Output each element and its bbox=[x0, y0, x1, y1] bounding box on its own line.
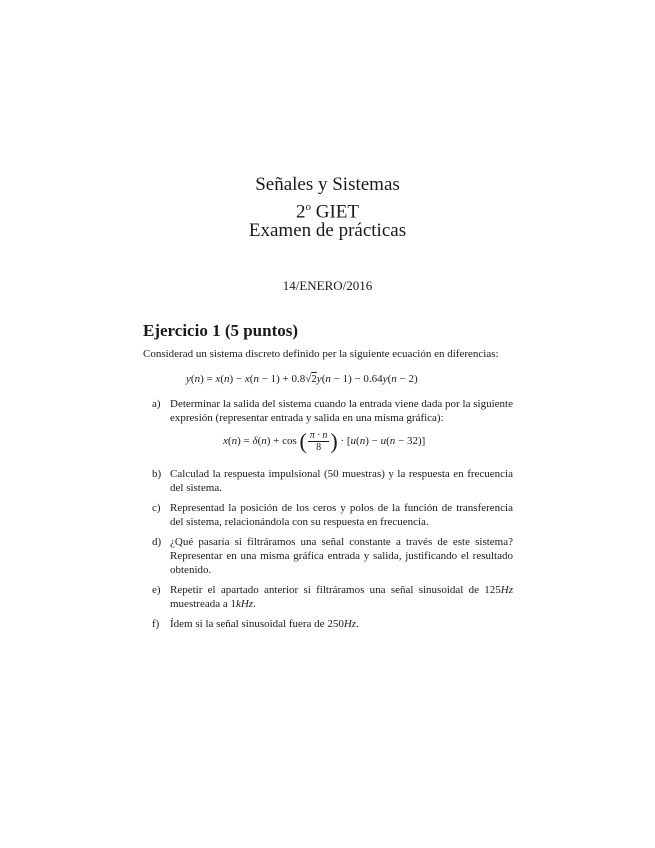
degree-name: GIET bbox=[315, 201, 359, 223]
exercise-parts-list-continued bbox=[143, 467, 513, 631]
part-c bbox=[143, 501, 513, 529]
part-text-before: Ídem si la señal sinusoidal fuera de 250 bbox=[170, 618, 344, 630]
unit-hz: Hz bbox=[500, 584, 513, 596]
part-label: d) bbox=[152, 536, 162, 548]
difference-equation: y(n) = x(n) − x(n − 1) + 0.8√2y(n − 1) − 0.64y(n − 2) bbox=[186, 373, 418, 385]
part-text-middle: muestreada a 1 bbox=[170, 598, 236, 610]
part-d bbox=[143, 535, 513, 577]
part-text: Determinar la salida del sistema cuando la entrada viene dada por la siguiente expresión (representar entrada y salida en una misma gráfica): bbox=[170, 398, 513, 424]
part-text-after: . bbox=[253, 598, 256, 610]
part-text: ¿Qué pasaría si filtráramos una señal constante a través de este sistema? Representar en una misma gráfica entrada y salida, justificando el resultado obtenido. bbox=[170, 536, 513, 576]
part-label: b) bbox=[152, 468, 162, 480]
part-label: e) bbox=[152, 584, 161, 596]
course-title: Señales y Sistemas bbox=[255, 174, 400, 195]
exercise-parts-list bbox=[143, 397, 513, 425]
exam-date: 14/ENERO/2016 bbox=[282, 278, 373, 293]
part-text-before: Repetir el apartado anterior si filtráramos una señal sinusoidal de 125 bbox=[170, 584, 501, 596]
degree-superscript: o bbox=[305, 201, 311, 213]
part-label: a) bbox=[152, 398, 161, 410]
part-e bbox=[143, 583, 513, 611]
part-label: c) bbox=[152, 502, 161, 514]
part-label: f) bbox=[152, 618, 160, 630]
unit-hz: Hz bbox=[343, 618, 357, 630]
exercise-heading: Ejercicio 1 (5 puntos) bbox=[143, 321, 299, 340]
part-b bbox=[143, 467, 513, 495]
part-f bbox=[143, 617, 513, 631]
part-text-after: . bbox=[356, 618, 359, 630]
degree-number: 2 bbox=[295, 201, 306, 223]
unit-khz: kHz bbox=[235, 598, 254, 610]
exercise-intro: Considerad un sistema discreto definido per la siguiente ecuación en diferencias: bbox=[143, 348, 499, 360]
part-text: Representad la posición de los ceros y polos de la función de transferencia del sistema, relacionándola con su respuesta en frecuencia. bbox=[170, 502, 513, 528]
part-a bbox=[143, 397, 513, 425]
exam-title: Examen de prácticas bbox=[248, 220, 407, 241]
part-text: Calculad la respuesta impulsional (50 muestras) y la respuesta en frecuencia del sistema. bbox=[170, 468, 513, 494]
input-signal-equation: x(n) = δ(n) + cos ( $\frac{\pi \cdot n}{8}$ ) · [u(n) − u(n − 32)] bbox=[223, 428, 426, 454]
